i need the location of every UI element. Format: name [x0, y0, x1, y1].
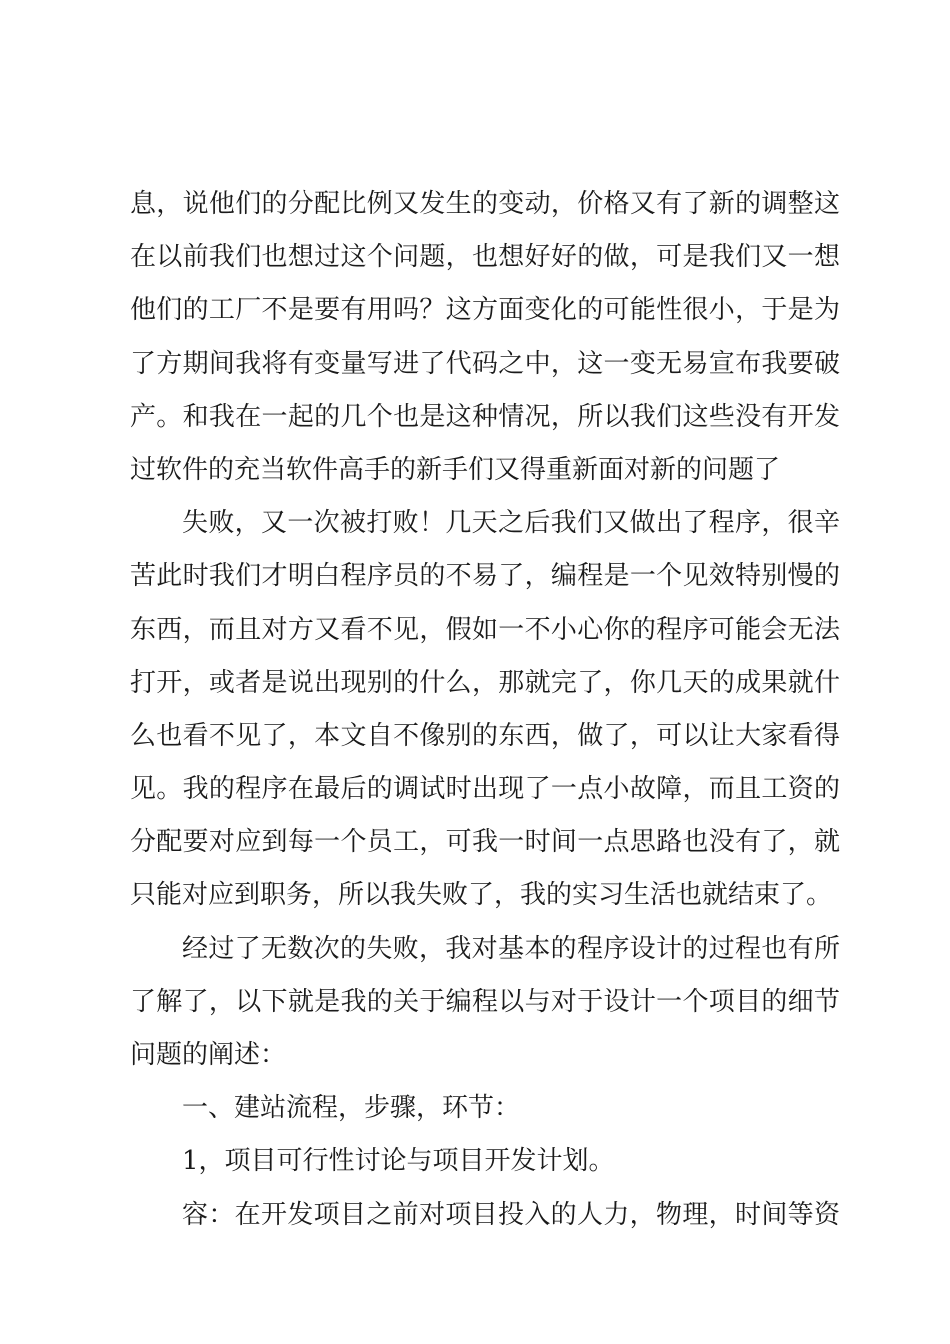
text-line: 失败，又一次被打败！几天之后我们又做出了程序，很辛: [182, 508, 840, 539]
text-line: 经过了无数次的失败，我对基本的程序设计的过程也有所: [182, 933, 840, 964]
text-line: 么也看不见了，本文自不像别的东西，做了，可以让大家看得: [130, 720, 840, 751]
text-line: 问题的阐述：: [130, 1040, 287, 1070]
text-line: 他们的工厂不是要有用吗？这方面变化的可能性很小，于是为: [130, 295, 840, 326]
body-text: [130, 178, 840, 1242]
text-line: 产。和我在一起的几个也是这种情况，所以我们这些没有开发: [130, 401, 840, 432]
text-line: 1，项目可行性讨论与项目开发计划。: [182, 1146, 615, 1177]
text-line: 息，说他们的分配比例又发生的变动，价格又有了新的调整这: [130, 189, 840, 219]
text-line: 容：在开发项目之前对项目投入的人力，物理，时间等资: [182, 1199, 840, 1230]
text-line: 一、建站流程，步骤，环节：: [182, 1093, 521, 1124]
text-line: 过软件的充当软件高手的新手们又得重新面对新的问题了: [130, 454, 781, 485]
text-line: 见。我的程序在最后的调试时出现了一点小故障，而且工资的: [130, 774, 840, 805]
text-line: 分配要对应到每一个员工，可我一时间一点思路也没有了，就: [130, 827, 840, 858]
text-line: 只能对应到职务，所以我失败了，我的实习生活也就结束了。: [130, 880, 833, 911]
text-line: 了方期间我将有变量写进了代码之中，这一变无易宣布我要破: [130, 348, 840, 379]
text-line: 打开，或者是说出现别的什么，那就完了，你几天的成果就什: [130, 667, 840, 698]
text-line: 东西，而且对方又看不见，假如一不小心你的程序可能会无法: [130, 614, 840, 645]
text-line: 了解了，以下就是我的关于编程以与对于设计一个项目的细节: [130, 986, 840, 1017]
text-line: 在以前我们也想过这个问题，也想好好的做，可是我们又一想: [130, 242, 840, 273]
text-line: 苦此时我们才明白程序员的不易了，编程是一个见效特别慢的: [130, 561, 840, 592]
